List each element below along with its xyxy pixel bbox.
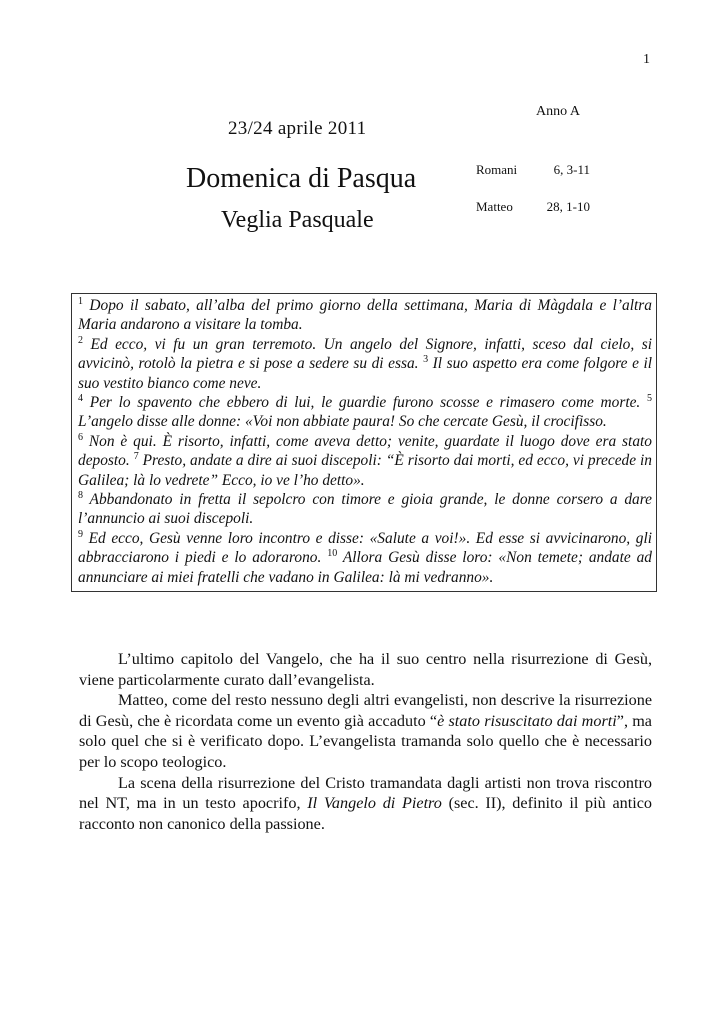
verse-text: Per lo spavento che ebbero di lui, le guardie furono scosse e rimasero come morte. [83,394,641,412]
commentary-text-run: ”, ma solo quel che si è verificato dopo. L’evangelista tramanda solo quello che è necessario per lo scopo teologico. [79,711,652,771]
header [0,0,725,260]
page-title: Domenica di Pasqua [186,163,417,194]
commentary-text-run: La scena della risurrezione del Cristo tramandata dagli artisti non trova riscontro nel NT, ma in un testo apocrifo, [79,773,652,813]
page-number: 1 [643,52,650,67]
commentary-paragraph [79,773,652,835]
verse-text: Non è qui. È risorto, infatti, come aveva detto; venite, guardate il luogo dove era stato deposto. [78,432,652,470]
liturgy-date: 23/24 aprile 2011 [228,118,367,139]
gospel-passage-box [71,293,657,592]
verse-number: 9 [78,528,83,540]
reading-verses: 6, 3-11 [553,162,590,177]
verse-number: 3 [423,354,429,366]
verse-number: 6 [78,431,83,443]
verse-number: 5 [646,392,652,404]
verse-text: L’angelo disse alle donne: «Voi non abbiate paura! So che cercate Gesù, il crocifisso. [78,413,607,431]
liturgical-year: Anno A [536,104,580,119]
verse-number: 2 [78,334,83,346]
verse-text: Abbandonato in fretta il sepolcro con timore e gioia grande, le donne corsero a dare l’annuncio ai suoi discepoli. [78,491,652,528]
commentary-text-run: Matteo, come del resto nessuno degli altri evangelisti, non descrive la risurrezione di Gesù, che è ricordata come un evento già accaduto “ [79,691,652,730]
verse-number: 4 [78,392,83,404]
verse-text: Ed ecco, vi fu un gran terremoto. Un angelo del Signore, infatti, sceso dal cielo, si avvicinò, rotolò la pietra e si pose a sedere su di essa. [78,335,652,373]
verse-number: 10 [327,548,338,560]
reading-book: Matteo [476,199,513,214]
commentary-paragraph [79,690,652,772]
verse-text: Presto, andate a dire ai suoi discepoli: “È risorto dai morti, ed ecco, vi precede in Galilea; là lo vedrete” Ecco, io ve l’ho detto». [78,452,652,489]
quoted-phrase: è stato risuscitato dai morti [437,711,617,730]
gospel-paragraph [78,432,652,490]
commentary-text [79,649,652,834]
verse-text: Il suo aspetto era come folgore e il suo vestito bianco come neve. [78,355,653,392]
reading-book: Romani [476,162,518,177]
reading-reference [476,162,592,178]
verse-number: 1 [78,295,83,307]
page-subtitle: Veglia Pasquale [221,207,374,233]
verse-text: Ed ecco, Gesù venne loro incontro e disse: «Salute a voi!». Ed esse si avvicinarono, gli abbracciarono i piedi e lo adorarono. [78,529,652,567]
verse-text: Allora Gesù disse loro: «Non temete; andate ad annunciare ai miei fratelli che vadano in Galilea: là mi vedranno». [78,549,653,586]
gospel-paragraph [78,529,652,587]
commentary-paragraph: L’ultimo capitolo del Vangelo, che ha il suo centro nella risurrezione di Gesù, viene particolarmente curato dall’evangelista. [79,650,652,689]
commentary-text-run: (sec. II), definito il più antico racconto non canonico della passione. [79,794,652,833]
book-title: Il Vangelo di Pietro [307,794,442,813]
verse-number: 8 [78,489,83,501]
gospel-paragraph [78,490,652,529]
verse-number: 7 [133,451,139,463]
verse-text: Dopo il sabato, all’alba del primo giorno della settimana, Maria di Màgdala e l’altra Maria andarono a visitare la tomba. [78,297,652,334]
reading-reference [476,199,592,215]
gospel-paragraph [78,296,652,335]
gospel-paragraph [78,393,652,432]
gospel-paragraph [78,335,652,393]
reading-verses: 28, 1-10 [546,199,590,214]
